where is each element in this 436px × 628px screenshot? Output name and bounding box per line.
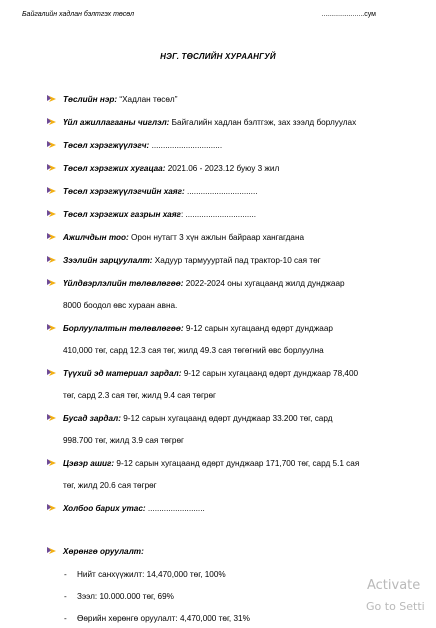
item-text: ............................... [149, 141, 223, 150]
summary-item [46, 458, 436, 491]
item-text: Орон нутагт 3 хүн ажлын байраар хангагдана [128, 233, 305, 242]
header-left-text: Байгалийн хадлан бэлтгэх төсөл [22, 11, 135, 18]
summary-item [46, 94, 436, 105]
summary-item [46, 117, 436, 128]
arrow-bullet-icon [46, 503, 57, 513]
item-text: : ............................... [180, 210, 257, 219]
item-text: Хадуур тармуууртай пад трактор-10 сая төг [152, 256, 321, 265]
item-continuation: төг, жилд 20.6 сая төгрөг [63, 481, 157, 490]
item-continuation: 8000 боодол өвс хураан авна. [63, 301, 178, 310]
item-continuation: 410,000 төг, сард 12.3 сая төг, жилд 49.3 сая төгөгний өвс борлуулна [63, 346, 324, 355]
arrow-bullet-icon [46, 278, 57, 288]
item-text: 9-12 сарын хугацаанд өдөрт дунджаар 33.200 төг, сард [120, 414, 333, 423]
item-label: Түүхий эд материал зардал: [63, 369, 182, 378]
arrow-bullet-icon [46, 232, 57, 242]
item-text: Байгалийн хадлан бэлтгэж, зах зээлд борлуулах [169, 118, 357, 127]
item-label: Төсөл хэрэгжих газрын хаяг [63, 210, 181, 219]
arrow-bullet-icon [46, 117, 57, 127]
summary-item [46, 140, 436, 151]
arrow-bullet-icon [46, 209, 57, 219]
item-text: 9-12 сарын хугацаанд өдөрт дунджаар [183, 324, 333, 333]
item-label: Зээлийн зарцуулалт: [63, 256, 153, 265]
subitem-text: Зээл: 10.000.000 төг, 69% [77, 592, 174, 601]
item-label: Борлуулалтын төлөвлөгөө: [63, 324, 184, 333]
activation-watermark-line1: Activate [367, 578, 421, 593]
item-text: 2021.06 - 2023.12 буюу 3 жил [165, 164, 280, 173]
summary-item [46, 278, 436, 311]
investment-subitem [64, 591, 174, 602]
dash-bullet: - [64, 614, 67, 623]
arrow-bullet-icon [46, 546, 57, 556]
item-text: 9-12 сарын хугацаанд өдөрт дунджаар 171,700 төг, сард 5.1 сая [114, 459, 360, 468]
page-header [22, 11, 376, 23]
arrow-bullet-icon [46, 368, 57, 378]
arrow-bullet-icon [46, 186, 57, 196]
summary-item [46, 323, 436, 356]
arrow-bullet-icon [46, 255, 57, 265]
summary-item [46, 186, 436, 197]
item-text: ............................... [184, 187, 258, 196]
item-text: 9-12 сарын хугацаанд өдөрт дунджаар 78,400 [181, 369, 359, 378]
arrow-bullet-icon [46, 323, 57, 333]
item-label: Төсөл хэрэгжүүлэгч: [63, 141, 150, 150]
summary-item [46, 209, 436, 220]
section-title: НЭГ. ТӨСЛИЙН ХУРААНГУЙ [160, 52, 276, 61]
item-label: Бусад зардал: [63, 414, 121, 423]
item-continuation: төг, сард 2.3 сая төг, жилд 9.4 сая төгрөг [63, 391, 217, 400]
dash-bullet: - [64, 592, 67, 601]
summary-item [46, 546, 436, 557]
item-text: ......................... [145, 504, 205, 513]
item-text: “Хадлан төсөл” [117, 95, 178, 104]
item-label: Төсөл хэрэгжих хугацаа: [63, 164, 166, 173]
arrow-bullet-icon [46, 94, 57, 104]
item-text: 2022-2024 оны хугацаанд жилд дунджаар [183, 279, 345, 288]
activation-watermark-line2: Go to Setti [366, 600, 425, 613]
item-label: Цэвэр ашиг: [63, 459, 115, 468]
summary-item [46, 232, 436, 243]
investment-subitem [64, 613, 250, 624]
arrow-bullet-icon [46, 140, 57, 150]
item-label: Төслийн нэр: [63, 95, 118, 104]
item-label: Үйл ажиллагааны чиглэл: [63, 118, 170, 127]
summary-item [46, 413, 436, 446]
summary-item [46, 255, 436, 266]
item-continuation: 998.700 төг, жилд 3.9 сая төгрөг [63, 436, 184, 445]
item-label: Ажилчдын тоо: [63, 233, 129, 242]
subitem-text: Өөрийн хөрөнгө оруулалт: 4,470,000 төг, 31% [77, 614, 250, 623]
item-label: Хөрөнгө оруулалт: [63, 547, 144, 556]
subitem-text: Нийт санхүүжилт: 14,470,000 төг, 100% [77, 570, 226, 579]
arrow-bullet-icon [46, 458, 57, 468]
summary-item [46, 163, 436, 174]
summary-item [46, 368, 436, 401]
dash-bullet: - [64, 570, 67, 579]
item-label: Үйлдвэрлэлийн төлөвлөгөө: [63, 279, 184, 288]
investment-subitem [64, 569, 226, 580]
item-label: Төсөл хэрэгжүүлэгчийн хаяг: [63, 187, 185, 196]
header-right-text: ......................сум [321, 11, 376, 18]
item-label: Холбоо барих утас: [63, 504, 146, 513]
arrow-bullet-icon [46, 163, 57, 173]
summary-item [46, 503, 436, 514]
arrow-bullet-icon [46, 413, 57, 423]
